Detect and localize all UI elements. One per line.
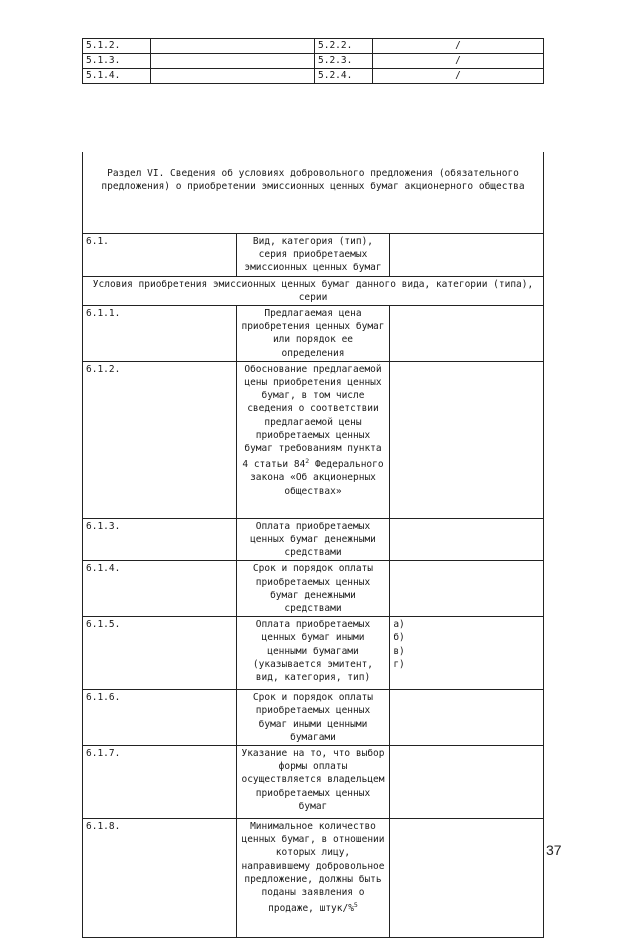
empty-cell bbox=[151, 54, 315, 69]
row-label-text: Вид, категория (тип), серия приобретаемых эмиссионных ценных бумаг bbox=[244, 236, 382, 274]
form-row bbox=[83, 518, 544, 561]
value-cell[interactable] bbox=[390, 518, 544, 561]
row-number: 6.1.2. bbox=[83, 361, 237, 518]
top-table-row bbox=[83, 39, 544, 54]
row-label bbox=[236, 690, 390, 746]
slash-mark: / bbox=[373, 39, 544, 54]
row-label bbox=[236, 306, 390, 362]
row-label bbox=[236, 561, 390, 617]
form-row bbox=[83, 306, 544, 362]
row-number: 6.1. bbox=[83, 234, 237, 277]
row-number: 5.1.2. bbox=[83, 39, 151, 54]
top-table bbox=[82, 38, 544, 84]
row-number: 6.1.1. bbox=[83, 306, 237, 362]
form-row bbox=[83, 361, 544, 518]
row-label bbox=[236, 518, 390, 561]
row-label-text: Предлагаемая цена приобретения ценных бумаг или порядок ее определения bbox=[241, 308, 385, 359]
row-label-text-end: Федерального закона «Об акционерных обществах» bbox=[250, 459, 384, 497]
footnote-superscript: 2 bbox=[305, 457, 310, 466]
row-label bbox=[236, 819, 390, 938]
row-number: 5.1.3. bbox=[83, 54, 151, 69]
value-cell[interactable] bbox=[390, 361, 544, 518]
section-title: Раздел VI. Сведения об условиях добровольного предложения (обязательного предложения) о приобретении эмиссионных ценных бумаг акционерного общества bbox=[101, 168, 525, 193]
option-item: в) bbox=[393, 645, 405, 657]
row-number: 6.1.6. bbox=[83, 690, 237, 746]
row-number: 5.2.2. bbox=[315, 39, 373, 54]
option-item: а) bbox=[393, 619, 405, 631]
form-row bbox=[83, 561, 544, 617]
empty-cell bbox=[151, 69, 315, 84]
row-number: 5.2.4. bbox=[315, 69, 373, 84]
top-table-row bbox=[83, 54, 544, 69]
row-number: 5.2.3. bbox=[315, 54, 373, 69]
value-cell[interactable] bbox=[390, 617, 544, 690]
section-header-row bbox=[83, 152, 544, 234]
row-number: 6.1.8. bbox=[83, 819, 237, 938]
subheader-text: Условия приобретения эмиссионных ценных бумаг данного вида, категории (типа), серии bbox=[83, 276, 544, 305]
row-label-text: Оплата приобретаемых ценных бумаг иными ценными бумагами (указывается эмитент, вид, категория, тип) bbox=[252, 619, 374, 684]
row-label-text: Срок и порядок оплаты приобретаемых ценных бумаг иными ценными бумагами bbox=[252, 692, 374, 743]
form-row bbox=[83, 819, 544, 938]
row-label bbox=[236, 234, 390, 277]
value-cell[interactable] bbox=[390, 690, 544, 746]
row-label-text: Срок и порядок оплаты приобретаемых ценных бумаг денежными средствами bbox=[252, 563, 374, 615]
option-item: б) bbox=[393, 632, 405, 644]
footnote-superscript: 5 bbox=[353, 901, 358, 910]
row-label bbox=[236, 361, 390, 518]
row-label-text: Обоснование предлагаемой цены приобретения ценных бумаг, в том числе сведения о соответствии предлагаемой цены приобретаемых ценных бумаг требованиям пункта 4 статьи 84 bbox=[242, 363, 382, 471]
empty-cell bbox=[151, 39, 315, 54]
value-cell[interactable] bbox=[390, 819, 544, 938]
form-row bbox=[83, 690, 544, 746]
row-number: 6.1.4. bbox=[83, 561, 237, 617]
page-number: 37 bbox=[546, 842, 562, 858]
form-row bbox=[83, 746, 544, 819]
option-item: г) bbox=[393, 658, 405, 670]
row-label-text: Оплата приобретаемых ценных бумаг денежными средствами bbox=[250, 520, 376, 559]
row-number: 6.1.7. bbox=[83, 746, 237, 819]
slash-mark: / bbox=[373, 69, 544, 84]
value-cell[interactable] bbox=[390, 306, 544, 362]
conditions-subheader-row bbox=[83, 276, 544, 305]
row-number: 5.1.4. bbox=[83, 69, 151, 84]
form-row bbox=[83, 234, 544, 277]
value-cell[interactable] bbox=[390, 234, 544, 277]
row-number: 6.1.3. bbox=[83, 518, 237, 561]
value-cell[interactable] bbox=[390, 561, 544, 617]
top-table-row bbox=[83, 69, 544, 84]
row-label bbox=[236, 617, 390, 690]
row-label-text: Указание на то, что выбор формы оплаты осуществляется владельцем приобретаемых ценных бумаг bbox=[241, 748, 385, 812]
form-row bbox=[83, 617, 544, 690]
slash-mark: / bbox=[373, 54, 544, 69]
section-table bbox=[82, 152, 544, 938]
row-number: 6.1.5. bbox=[83, 617, 237, 690]
row-label-text: Минимальное количество ценных бумаг, в отношении которых лицу, направившему добровольное предложение, должны быть поданы заявления о продаже, штук/% bbox=[241, 821, 385, 915]
row-label bbox=[236, 746, 390, 819]
value-cell[interactable] bbox=[390, 746, 544, 819]
